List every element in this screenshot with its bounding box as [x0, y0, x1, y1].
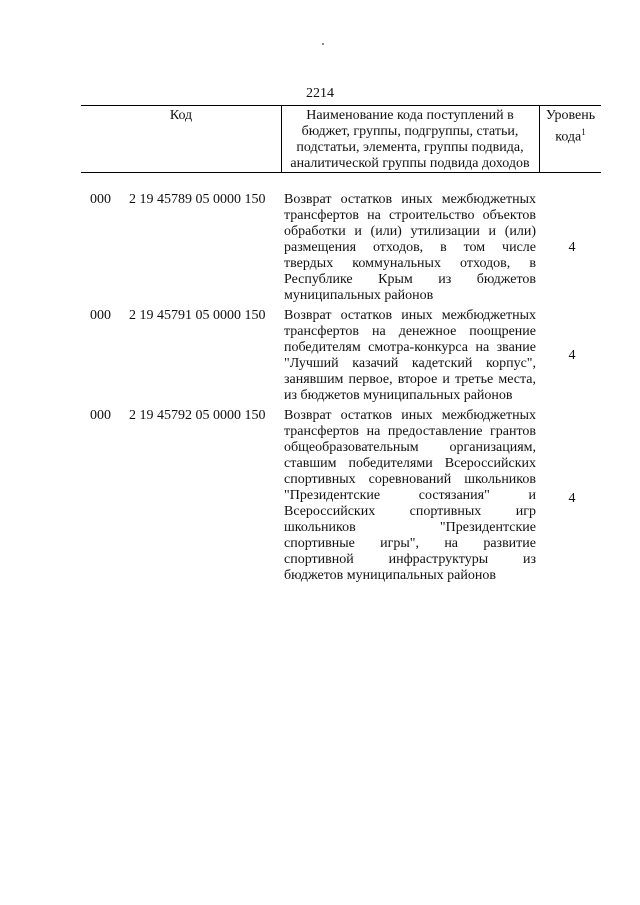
name-line: трансфертов на предоставление грантов	[284, 424, 536, 439]
name-line: трансфертов на денежное поощрение	[284, 324, 536, 339]
header-level-line: Уровень	[545, 108, 596, 123]
name-line: занявшим первое, второе и третье места,	[284, 372, 536, 387]
code-level: 4	[568, 348, 576, 363]
table-header	[81, 105, 601, 173]
header-level-line	[540, 124, 601, 146]
admin-code: 000	[90, 192, 111, 207]
admin-code: 000	[90, 308, 111, 323]
header-level	[540, 106, 601, 146]
header-name-line: аналитической группы подвида доходов	[290, 156, 530, 171]
name-line: "Лучший казачий кадетский корпус",	[284, 356, 536, 371]
name-line: ставшим победителями Всероссийских	[284, 456, 536, 471]
header-level-word: кода	[555, 129, 582, 145]
name-line: бюджетов муниципальных районов	[284, 568, 496, 583]
name-line: победителям смотра-конкурса на звание	[284, 340, 536, 355]
admin-code: 000	[90, 408, 111, 423]
name-line: Возврат остатков иных межбюджетных	[284, 408, 536, 423]
name-line: спортивной инфраструктуры из	[284, 552, 536, 567]
name-line: Возврат остатков иных межбюджетных	[284, 192, 536, 207]
name-line: муниципальных районов	[284, 288, 434, 303]
revenue-code: 2 19 45789 05 0000 150	[129, 192, 266, 207]
name-line: размещения отходов, в том числе	[284, 240, 536, 255]
name-line: из бюджетов муниципальных районов	[284, 388, 513, 403]
header-name-line: Наименование кода поступлений в	[306, 108, 514, 123]
revenue-name	[284, 408, 536, 584]
name-line: Возврат остатков иных межбюджетных	[284, 308, 536, 323]
header-name-line: бюджет, группы, подгруппы, статьи,	[301, 124, 519, 139]
name-line: спортивные игры", на развитие	[284, 536, 536, 551]
page-number: 2214	[306, 86, 334, 101]
code-level: 4	[568, 240, 576, 255]
footnote-marker: 1	[581, 127, 586, 137]
revenue-name	[284, 308, 536, 404]
header-code: Код	[169, 108, 193, 123]
name-line: Республике Крым из бюджетов	[284, 272, 536, 287]
header-name	[282, 106, 538, 172]
name-line: спортивных соревнований школьников	[284, 472, 536, 487]
name-line: школьников "Президентские	[284, 520, 536, 535]
header-name-line: подстатьи, элемента, группы подвида,	[296, 140, 524, 155]
scan-speck	[322, 43, 324, 45]
revenue-code: 2 19 45791 05 0000 150	[129, 308, 266, 323]
name-line: "Президентские состязания" и	[284, 488, 536, 503]
revenue-code: 2 19 45792 05 0000 150	[129, 408, 266, 423]
name-line: твердых коммунальных отходов, в	[284, 256, 536, 271]
name-line: Всероссийских спортивных игр	[284, 504, 536, 519]
name-line: трансфертов на строительство объектов	[284, 208, 536, 223]
revenue-name	[284, 192, 536, 304]
name-line: обработки и (или) утилизации и (или)	[284, 224, 536, 239]
name-line: общеобразовательным организациям,	[284, 440, 536, 455]
code-level: 4	[568, 491, 576, 506]
